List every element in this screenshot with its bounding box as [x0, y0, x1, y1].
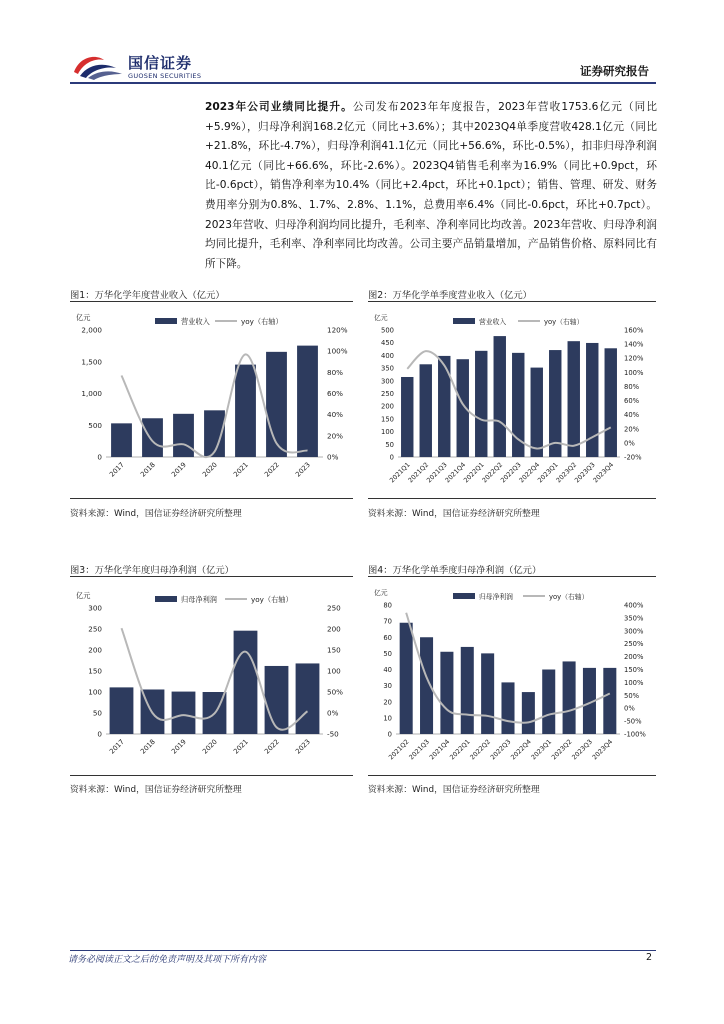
y2-tick-label: 150%: [624, 666, 644, 674]
bar-2018: [142, 418, 163, 457]
y-tick-label: 0: [97, 452, 102, 462]
logo-english-name: GUOSEN SECURITIES: [128, 72, 202, 80]
bar-2023Q1: [542, 670, 555, 735]
x-tick-label: 2021Q2: [406, 460, 431, 485]
y-tick-label: 0: [97, 729, 102, 739]
x-tick-label: 2023: [294, 737, 312, 756]
figure-2-source: 资料来源：Wind，国信证券经济研究所整理: [368, 509, 540, 519]
footer-disclaimer: 请务必阅读正文之后的免责声明及其项下所有内容: [68, 955, 267, 965]
y2-tick-label: -50: [327, 729, 339, 739]
x-tick-label: 2017: [108, 737, 126, 756]
bar-2022Q1: [475, 351, 487, 457]
y2-tick-label: 20%: [624, 425, 640, 434]
y2-tick-label: 150: [327, 645, 341, 655]
legend-bar-swatch: [155, 318, 177, 324]
y2-tick-label: 200: [327, 624, 341, 634]
y2-tick-label: 0%: [624, 704, 635, 713]
x-tick-label: 2023Q2: [549, 737, 574, 762]
y-tick-label: 350: [381, 364, 394, 373]
y2-tick-label: 20%: [327, 431, 343, 441]
header-divider: [70, 82, 656, 84]
x-tick-label: 2023Q2: [554, 460, 579, 485]
y2-tick-label: 0%: [327, 708, 339, 718]
legend-bar-label: 归母净利润: [181, 595, 217, 604]
y2-tick-label: 60%: [327, 389, 343, 398]
y-tick-label: 2,000: [81, 325, 102, 335]
x-tick-label: 2019: [170, 737, 188, 756]
bar-2022Q2: [494, 336, 506, 457]
legend-line-label: yoy（右轴）: [241, 317, 283, 326]
y2-tick-label: 40%: [327, 410, 343, 420]
page-number: 2: [646, 952, 653, 963]
y2-tick-label: 0%: [327, 452, 339, 462]
y2-tick-label: 400%: [624, 601, 644, 610]
x-tick-label: 2023Q4: [591, 460, 616, 485]
paragraph-text: 公司发布2023年年度报告，2023年营收1753.6亿元（同比+5.9%），归母净利润168.2亿元（同比+3.6%）；其中2023Q4单季度营收428.1亿元（同比+21.8%，环比-4.7%），归母净利润41.1亿元（同比+56.6%，环比-0.5%），扣非归母净利润40.1亿元（同比+66.6%，环比-2.6%）。2023Q4销售毛利率为16.9%（同比+0.9pct，环比-0.6pct），销售净利率为10.4%（同比+2.4pct，环比+0.1pct）；销售、管理、研发、财务费用率分别为0.8%、1.7%、2.8%、1.1%，总费用率6.4%（同比-0.6pct，环比+0.7pct）。2023年营收、归母净利润均同比提升，毛利率、净利率同比均改善。2023年营收、归母净利润均同比提升，毛利率、净利率同比均改善。公司主要产品销量增加，产品销售价格、原料同比有所下降。: [205, 101, 657, 270]
y2-tick-label: 120%: [327, 325, 348, 335]
y-tick-label: 200: [381, 402, 394, 411]
x-tick-label: 2022: [263, 737, 281, 756]
bar-2022Q2: [481, 653, 494, 734]
x-tick-label: 2021Q3: [425, 460, 449, 485]
bar-2022Q4: [531, 368, 543, 457]
y-tick-label: 0: [387, 730, 392, 739]
y-tick-label: 300: [88, 603, 102, 613]
y-tick-label: 100: [381, 428, 394, 437]
y-tick-label: 450: [381, 339, 394, 348]
figure-1-source-rule: [70, 498, 353, 499]
x-tick-label: 2020: [201, 460, 219, 479]
x-tick-label: 2017: [108, 460, 126, 479]
figure-4-title: 图4：万华化学单季度归母净利润（亿元）: [368, 565, 542, 576]
bar-2023Q4: [605, 348, 617, 457]
y2-tick-label: 160%: [624, 326, 644, 335]
x-tick-label: 2018: [139, 737, 157, 756]
bar-2023Q2: [563, 661, 576, 734]
y-axis-unit-label: 亿元: [374, 314, 388, 322]
x-tick-label: 2023Q1: [529, 737, 554, 762]
figure-3-source: 资料来源：Wind，国信证券经济研究所整理: [70, 785, 242, 795]
figure-1-title: 图1：万华化学年度营业收入（亿元）: [70, 290, 225, 301]
legend-line-label: yoy（右轴）: [544, 318, 584, 326]
x-tick-label: 2022Q1: [448, 737, 472, 762]
legend-bar-label: 营业收入: [181, 317, 210, 326]
guosen-logo-icon: [70, 50, 126, 82]
x-tick-label: 2021Q4: [427, 737, 452, 762]
x-tick-label: 2022Q3: [499, 460, 523, 485]
y-tick-label: 50: [385, 440, 394, 449]
x-tick-label: 2023Q1: [536, 460, 560, 485]
bar-2021Q2: [420, 364, 432, 457]
x-tick-label: 2019: [170, 460, 188, 479]
y2-tick-label: -100%: [624, 730, 646, 739]
chart-annual-net-profit: [70, 580, 353, 772]
chart-annual-revenue: [70, 305, 353, 495]
x-tick-label: 2023Q3: [573, 460, 597, 485]
y-tick-label: 10: [383, 714, 392, 723]
x-tick-label: 2020: [201, 737, 219, 756]
y2-tick-label: 50%: [327, 687, 343, 697]
y2-tick-label: 100%: [624, 368, 644, 377]
y2-tick-label: -50%: [624, 717, 642, 726]
x-tick-label: 2022Q4: [517, 460, 542, 485]
x-tick-label: 2023Q4: [590, 737, 615, 762]
figure-4-source: 资料来源：Wind，国信证券经济研究所整理: [368, 785, 540, 795]
y-axis-unit-label: 亿元: [76, 313, 91, 322]
y2-tick-label: 250%: [624, 640, 644, 649]
y-tick-label: 20: [383, 698, 392, 707]
bar-2023Q2: [568, 341, 580, 457]
chart-quarterly-revenue: [368, 305, 656, 495]
bar-2021: [235, 365, 256, 457]
x-tick-label: 2021: [232, 737, 250, 756]
bar-2023Q1: [549, 350, 561, 457]
bar-2023Q4: [603, 668, 616, 734]
y-tick-label: 150: [381, 415, 394, 424]
x-tick-label: 2022Q1: [462, 460, 486, 485]
legend-bar-label: 营业收入: [479, 318, 507, 326]
y2-tick-label: 120%: [624, 354, 644, 363]
y2-tick-label: -20%: [624, 453, 642, 462]
y2-tick-label: 140%: [624, 340, 644, 349]
bar-2022Q1: [461, 647, 474, 734]
y-tick-label: 60: [383, 633, 392, 642]
x-tick-label: 2022Q3: [488, 737, 513, 762]
y-tick-label: 250: [381, 390, 394, 398]
y-tick-label: 500: [88, 420, 102, 430]
x-tick-label: 2021Q4: [443, 460, 468, 485]
y-axis-unit-label: 亿元: [374, 589, 388, 597]
y-tick-label: 500: [381, 326, 394, 335]
x-tick-label: 2022: [263, 460, 281, 479]
y2-tick-label: 200%: [624, 653, 644, 662]
y-tick-label: 1,500: [81, 357, 102, 367]
y-tick-label: 400: [381, 351, 394, 360]
y2-tick-label: 250: [327, 603, 341, 613]
y2-tick-label: 60%: [624, 397, 640, 406]
figure-2-title-rule: [368, 301, 656, 302]
y-axis-unit-label: 亿元: [76, 591, 91, 600]
x-tick-label: 2018: [139, 460, 157, 479]
y2-tick-label: 100: [327, 666, 341, 676]
bar-2021Q1: [401, 377, 413, 457]
figure-2-title: 图2：万华化学单季度营业收入（亿元）: [368, 290, 532, 301]
x-tick-label: 2022Q2: [468, 737, 493, 762]
bar-2021Q4: [440, 652, 453, 734]
x-tick-label: 2023: [294, 460, 312, 479]
y2-tick-label: 50%: [624, 691, 640, 700]
paragraph-heading: 2023年公司业绩同比提升。: [205, 101, 353, 113]
logo-chinese-name: 国信证券: [128, 54, 193, 72]
y-tick-label: 50: [92, 708, 102, 718]
figure-2-source-rule: [368, 498, 656, 499]
footer-divider: [70, 950, 656, 951]
y2-tick-label: 80%: [624, 382, 640, 391]
bar-2021: [234, 631, 258, 734]
y-tick-label: 80: [383, 601, 392, 610]
y-tick-label: 0: [389, 453, 394, 462]
y-tick-label: 50: [383, 649, 392, 658]
y2-tick-label: 40%: [624, 411, 640, 420]
figure-3-title-rule: [70, 576, 353, 577]
figure-1-title-rule: [70, 301, 353, 302]
figure-3-title: 图3：万华化学年度归母净利润（亿元）: [70, 565, 234, 576]
bar-2022: [265, 666, 289, 734]
bar-2022Q4: [522, 692, 535, 734]
y-tick-label: 100: [88, 687, 102, 697]
legend-bar-swatch: [453, 318, 475, 324]
legend-bar-swatch: [155, 596, 177, 602]
figure-4-source-rule: [368, 775, 656, 776]
bar-2017: [110, 687, 134, 734]
y-tick-label: 70: [383, 617, 392, 626]
y-tick-label: 200: [88, 645, 102, 655]
bar-2019: [172, 692, 196, 734]
y2-tick-label: 0%: [624, 439, 635, 448]
legend-bar-swatch: [453, 593, 475, 599]
bar-2022Q3: [501, 682, 514, 734]
bar-2021Q2: [400, 623, 413, 734]
summary-paragraph: [205, 98, 657, 274]
y2-tick-label: 100%: [624, 678, 644, 687]
x-tick-label: 2021: [232, 460, 250, 479]
x-tick-label: 2022Q2: [480, 460, 505, 485]
x-tick-label: 2021Q3: [407, 737, 431, 762]
bar-2023: [297, 346, 318, 457]
y-tick-label: 250: [88, 624, 102, 634]
figure-3-source-rule: [70, 775, 353, 776]
report-type-label: 证券研究报告: [580, 64, 649, 78]
figure-4-title-rule: [368, 576, 656, 577]
legend-bar-label: 归母净利润: [479, 593, 513, 601]
y-tick-label: 150: [88, 666, 102, 676]
y-tick-label: 300: [381, 377, 394, 386]
y-tick-label: 1,000: [81, 389, 102, 398]
x-tick-label: 2021Q1: [388, 460, 412, 485]
x-tick-label: 2021Q2: [386, 737, 411, 762]
legend-line-label: yoy（右轴）: [549, 593, 589, 601]
y2-tick-label: 350%: [624, 614, 644, 623]
bar-2017: [111, 423, 132, 457]
legend-line-label: yoy（右轴）: [251, 595, 293, 604]
x-tick-label: 2023Q3: [570, 737, 594, 762]
bar-2023: [296, 663, 320, 734]
brand-logo: [70, 50, 126, 82]
y-tick-label: 30: [383, 682, 392, 691]
yoy-line: [407, 351, 611, 448]
bar-2019: [173, 414, 194, 457]
chart-quarterly-net-profit: [368, 580, 656, 772]
x-tick-label: 2022Q4: [509, 737, 533, 762]
y2-tick-label: 100%: [327, 346, 348, 356]
y-tick-label: 40: [383, 666, 392, 674]
y2-tick-label: 300%: [624, 627, 644, 636]
y2-tick-label: 80%: [327, 367, 343, 377]
figure-1-source: 资料来源：Wind，国信证券经济研究所整理: [70, 509, 242, 519]
